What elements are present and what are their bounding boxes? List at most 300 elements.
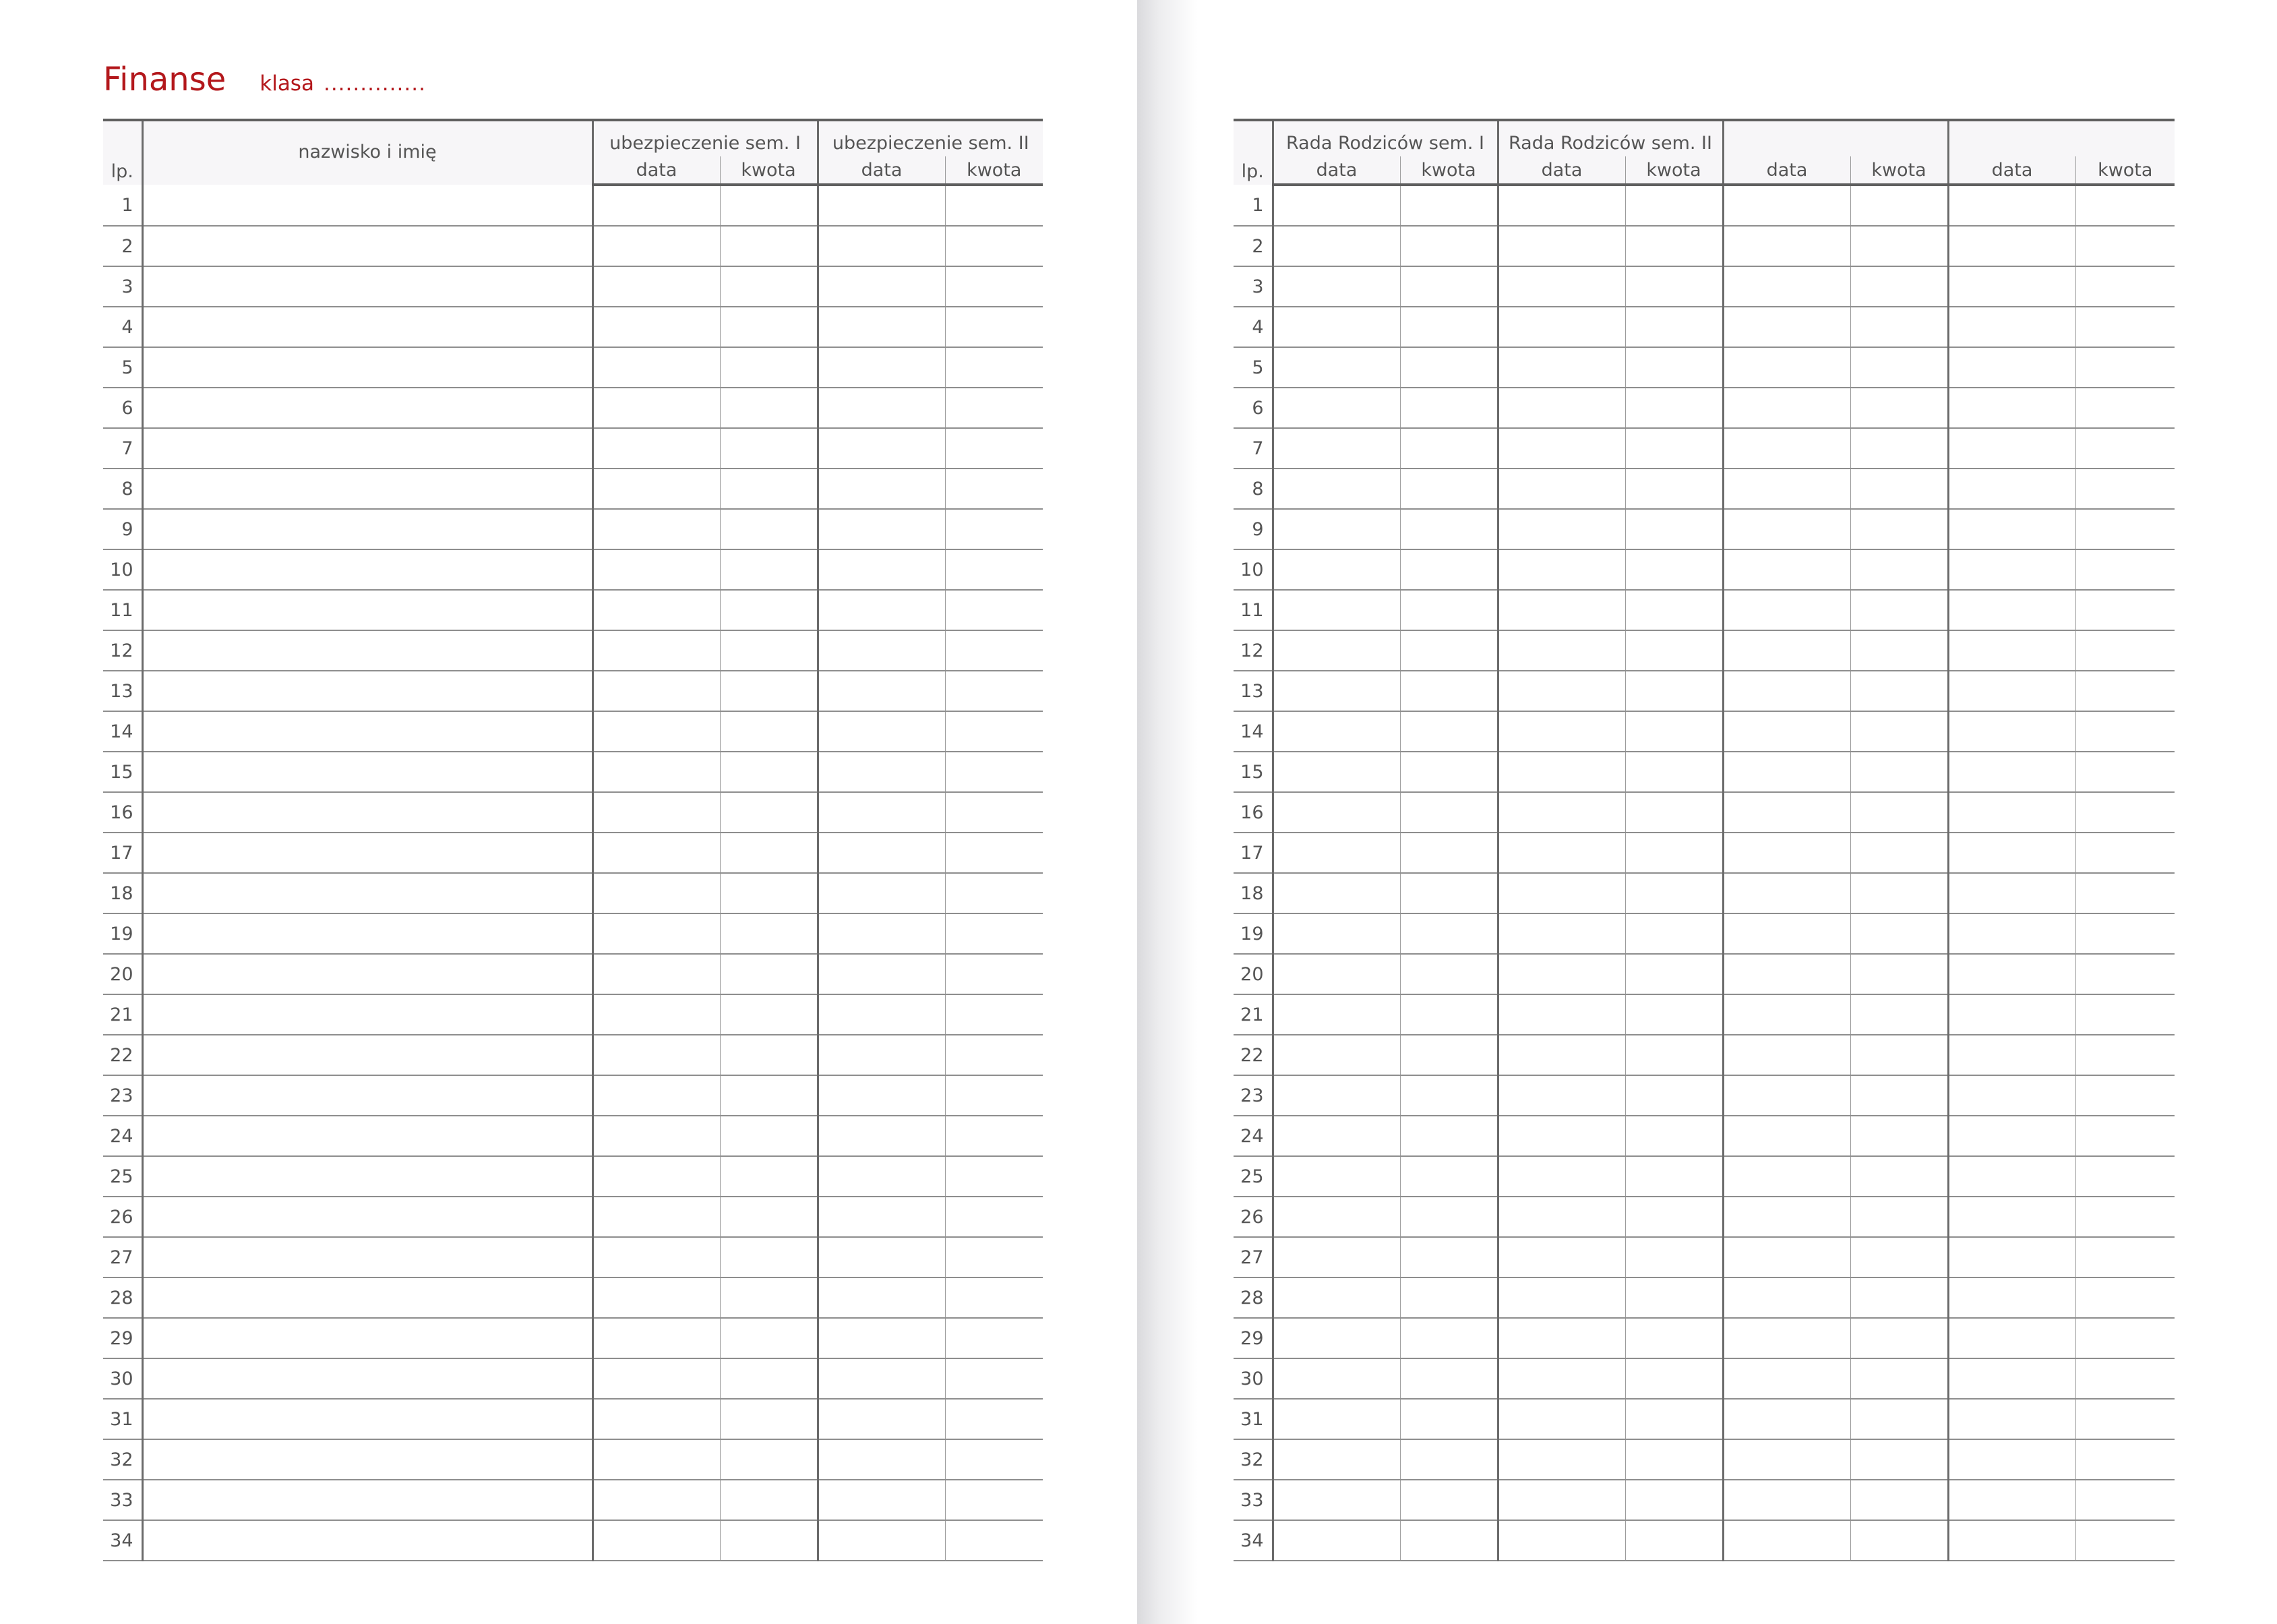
- date-cell[interactable]: [593, 1116, 720, 1156]
- amount-cell[interactable]: [720, 873, 818, 913]
- amount-cell[interactable]: [1625, 185, 1723, 226]
- amount-cell[interactable]: [1850, 428, 1948, 469]
- date-cell[interactable]: [1273, 1277, 1400, 1318]
- amount-cell[interactable]: [2075, 1197, 2175, 1237]
- date-cell[interactable]: [1273, 1439, 1400, 1480]
- date-cell[interactable]: [1273, 1399, 1400, 1439]
- amount-cell[interactable]: [1400, 873, 1498, 913]
- amount-cell[interactable]: [1400, 428, 1498, 469]
- date-cell[interactable]: [1723, 226, 1850, 266]
- date-cell[interactable]: [1273, 1480, 1400, 1520]
- amount-cell[interactable]: [720, 307, 818, 347]
- amount-cell[interactable]: [720, 1439, 818, 1480]
- amount-cell[interactable]: [2075, 711, 2175, 752]
- amount-cell[interactable]: [2075, 792, 2175, 833]
- amount-cell[interactable]: [1625, 1035, 1723, 1075]
- amount-cell[interactable]: [2075, 1116, 2175, 1156]
- date-cell[interactable]: [1723, 1520, 1850, 1561]
- amount-cell[interactable]: [720, 792, 818, 833]
- date-cell[interactable]: [1948, 873, 2075, 913]
- date-cell[interactable]: [1273, 388, 1400, 428]
- date-cell[interactable]: [1498, 1035, 1625, 1075]
- amount-cell[interactable]: [945, 266, 1043, 307]
- name-cell[interactable]: [142, 954, 593, 994]
- date-cell[interactable]: [1723, 1318, 1850, 1358]
- amount-cell[interactable]: [1850, 388, 1948, 428]
- date-cell[interactable]: [1948, 1075, 2075, 1116]
- amount-cell[interactable]: [720, 549, 818, 590]
- amount-cell[interactable]: [720, 590, 818, 630]
- date-cell[interactable]: [818, 1156, 945, 1197]
- date-cell[interactable]: [593, 1035, 720, 1075]
- amount-cell[interactable]: [1850, 226, 1948, 266]
- date-cell[interactable]: [593, 630, 720, 671]
- amount-cell[interactable]: [945, 1237, 1043, 1277]
- amount-cell[interactable]: [1400, 1237, 1498, 1277]
- date-cell[interactable]: [593, 833, 720, 873]
- amount-cell[interactable]: [1400, 549, 1498, 590]
- amount-cell[interactable]: [1625, 792, 1723, 833]
- amount-cell[interactable]: [1850, 1520, 1948, 1561]
- amount-cell[interactable]: [720, 711, 818, 752]
- name-cell[interactable]: [142, 388, 593, 428]
- name-cell[interactable]: [142, 469, 593, 509]
- date-cell[interactable]: [1723, 185, 1850, 226]
- name-cell[interactable]: [142, 1399, 593, 1439]
- amount-cell[interactable]: [1850, 752, 1948, 792]
- date-cell[interactable]: [1723, 792, 1850, 833]
- amount-cell[interactable]: [1625, 630, 1723, 671]
- amount-cell[interactable]: [1400, 630, 1498, 671]
- name-cell[interactable]: [142, 428, 593, 469]
- date-cell[interactable]: [818, 873, 945, 913]
- date-cell[interactable]: [1723, 954, 1850, 994]
- amount-cell[interactable]: [945, 1156, 1043, 1197]
- date-cell[interactable]: [1948, 1399, 2075, 1439]
- date-cell[interactable]: [1498, 833, 1625, 873]
- amount-cell[interactable]: [1400, 226, 1498, 266]
- date-cell[interactable]: [1273, 1358, 1400, 1399]
- date-cell[interactable]: [1948, 630, 2075, 671]
- name-cell[interactable]: [142, 549, 593, 590]
- date-cell[interactable]: [1498, 994, 1625, 1035]
- amount-cell[interactable]: [945, 873, 1043, 913]
- date-cell[interactable]: [593, 1156, 720, 1197]
- date-cell[interactable]: [1273, 1156, 1400, 1197]
- date-cell[interactable]: [818, 428, 945, 469]
- date-cell[interactable]: [1273, 752, 1400, 792]
- date-cell[interactable]: [818, 1318, 945, 1358]
- date-cell[interactable]: [1723, 873, 1850, 913]
- date-cell[interactable]: [1948, 833, 2075, 873]
- amount-cell[interactable]: [1850, 469, 1948, 509]
- date-cell[interactable]: [1498, 671, 1625, 711]
- amount-cell[interactable]: [1850, 833, 1948, 873]
- date-cell[interactable]: [1498, 428, 1625, 469]
- amount-cell[interactable]: [720, 1156, 818, 1197]
- amount-cell[interactable]: [1625, 1439, 1723, 1480]
- amount-cell[interactable]: [1400, 1197, 1498, 1237]
- amount-cell[interactable]: [1850, 1197, 1948, 1237]
- date-cell[interactable]: [818, 1520, 945, 1561]
- date-cell[interactable]: [593, 1480, 720, 1520]
- amount-cell[interactable]: [2075, 590, 2175, 630]
- date-cell[interactable]: [818, 185, 945, 226]
- amount-cell[interactable]: [1850, 266, 1948, 307]
- amount-cell[interactable]: [1850, 185, 1948, 226]
- amount-cell[interactable]: [2075, 549, 2175, 590]
- name-cell[interactable]: [142, 1358, 593, 1399]
- amount-cell[interactable]: [1400, 1035, 1498, 1075]
- amount-cell[interactable]: [1400, 792, 1498, 833]
- date-cell[interactable]: [1498, 711, 1625, 752]
- amount-cell[interactable]: [945, 1197, 1043, 1237]
- date-cell[interactable]: [1948, 1197, 2075, 1237]
- date-cell[interactable]: [593, 1075, 720, 1116]
- amount-cell[interactable]: [1400, 671, 1498, 711]
- date-cell[interactable]: [1498, 185, 1625, 226]
- amount-cell[interactable]: [1400, 1358, 1498, 1399]
- amount-cell[interactable]: [945, 1520, 1043, 1561]
- date-cell[interactable]: [1723, 833, 1850, 873]
- name-cell[interactable]: [142, 752, 593, 792]
- amount-cell[interactable]: [945, 752, 1043, 792]
- amount-cell[interactable]: [720, 1075, 818, 1116]
- date-cell[interactable]: [1948, 509, 2075, 549]
- date-cell[interactable]: [1498, 792, 1625, 833]
- date-cell[interactable]: [593, 913, 720, 954]
- date-cell[interactable]: [1273, 873, 1400, 913]
- amount-cell[interactable]: [1850, 913, 1948, 954]
- amount-cell[interactable]: [1850, 954, 1948, 994]
- date-cell[interactable]: [593, 873, 720, 913]
- amount-cell[interactable]: [1625, 388, 1723, 428]
- date-cell[interactable]: [1273, 833, 1400, 873]
- date-cell[interactable]: [1273, 307, 1400, 347]
- date-cell[interactable]: [818, 307, 945, 347]
- amount-cell[interactable]: [1850, 994, 1948, 1035]
- date-cell[interactable]: [818, 388, 945, 428]
- date-cell[interactable]: [1723, 266, 1850, 307]
- date-cell[interactable]: [1723, 307, 1850, 347]
- amount-cell[interactable]: [720, 1480, 818, 1520]
- date-cell[interactable]: [1723, 1277, 1850, 1318]
- date-cell[interactable]: [1498, 1156, 1625, 1197]
- date-cell[interactable]: [1948, 266, 2075, 307]
- amount-cell[interactable]: [2075, 388, 2175, 428]
- amount-cell[interactable]: [1400, 1520, 1498, 1561]
- amount-cell[interactable]: [2075, 1237, 2175, 1277]
- date-cell[interactable]: [593, 954, 720, 994]
- name-cell[interactable]: [142, 913, 593, 954]
- amount-cell[interactable]: [1400, 307, 1498, 347]
- amount-cell[interactable]: [1625, 873, 1723, 913]
- date-cell[interactable]: [1948, 752, 2075, 792]
- amount-cell[interactable]: [1850, 1439, 1948, 1480]
- amount-cell[interactable]: [1850, 549, 1948, 590]
- date-cell[interactable]: [1498, 388, 1625, 428]
- amount-cell[interactable]: [1400, 590, 1498, 630]
- date-cell[interactable]: [1723, 1035, 1850, 1075]
- date-cell[interactable]: [1273, 954, 1400, 994]
- amount-cell[interactable]: [1850, 1318, 1948, 1358]
- amount-cell[interactable]: [1400, 913, 1498, 954]
- amount-cell[interactable]: [1625, 1399, 1723, 1439]
- amount-cell[interactable]: [1850, 711, 1948, 752]
- amount-cell[interactable]: [1625, 347, 1723, 388]
- date-cell[interactable]: [1948, 792, 2075, 833]
- date-cell[interactable]: [1948, 1237, 2075, 1277]
- amount-cell[interactable]: [945, 469, 1043, 509]
- date-cell[interactable]: [1723, 711, 1850, 752]
- name-cell[interactable]: [142, 266, 593, 307]
- amount-cell[interactable]: [945, 1277, 1043, 1318]
- amount-cell[interactable]: [720, 1358, 818, 1399]
- amount-cell[interactable]: [2075, 1358, 2175, 1399]
- date-cell[interactable]: [818, 711, 945, 752]
- date-cell[interactable]: [818, 833, 945, 873]
- amount-cell[interactable]: [1400, 1116, 1498, 1156]
- date-cell[interactable]: [1723, 388, 1850, 428]
- date-cell[interactable]: [593, 266, 720, 307]
- date-cell[interactable]: [1948, 226, 2075, 266]
- name-cell[interactable]: [142, 873, 593, 913]
- date-cell[interactable]: [818, 1358, 945, 1399]
- date-cell[interactable]: [1498, 549, 1625, 590]
- date-cell[interactable]: [1948, 671, 2075, 711]
- name-cell[interactable]: [142, 1156, 593, 1197]
- name-cell[interactable]: [142, 185, 593, 226]
- date-cell[interactable]: [593, 1318, 720, 1358]
- date-cell[interactable]: [593, 509, 720, 549]
- amount-cell[interactable]: [945, 347, 1043, 388]
- amount-cell[interactable]: [945, 833, 1043, 873]
- amount-cell[interactable]: [2075, 1277, 2175, 1318]
- date-cell[interactable]: [1948, 1439, 2075, 1480]
- date-cell[interactable]: [1498, 913, 1625, 954]
- name-cell[interactable]: [142, 1075, 593, 1116]
- date-cell[interactable]: [1498, 1318, 1625, 1358]
- name-cell[interactable]: [142, 671, 593, 711]
- amount-cell[interactable]: [1400, 266, 1498, 307]
- amount-cell[interactable]: [1625, 1480, 1723, 1520]
- date-cell[interactable]: [593, 469, 720, 509]
- date-cell[interactable]: [818, 590, 945, 630]
- date-cell[interactable]: [1273, 1520, 1400, 1561]
- amount-cell[interactable]: [1850, 1399, 1948, 1439]
- amount-cell[interactable]: [1625, 307, 1723, 347]
- amount-cell[interactable]: [720, 913, 818, 954]
- date-cell[interactable]: [818, 347, 945, 388]
- date-cell[interactable]: [1273, 1075, 1400, 1116]
- amount-cell[interactable]: [1625, 428, 1723, 469]
- date-cell[interactable]: [593, 388, 720, 428]
- name-cell[interactable]: [142, 1237, 593, 1277]
- amount-cell[interactable]: [1400, 711, 1498, 752]
- amount-cell[interactable]: [945, 994, 1043, 1035]
- amount-cell[interactable]: [2075, 1480, 2175, 1520]
- date-cell[interactable]: [1273, 1237, 1400, 1277]
- amount-cell[interactable]: [720, 1197, 818, 1237]
- amount-cell[interactable]: [1400, 347, 1498, 388]
- amount-cell[interactable]: [1400, 752, 1498, 792]
- amount-cell[interactable]: [1625, 266, 1723, 307]
- date-cell[interactable]: [1948, 1156, 2075, 1197]
- date-cell[interactable]: [1498, 1520, 1625, 1561]
- name-cell[interactable]: [142, 1116, 593, 1156]
- name-cell[interactable]: [142, 1520, 593, 1561]
- date-cell[interactable]: [1948, 913, 2075, 954]
- date-cell[interactable]: [1498, 266, 1625, 307]
- name-cell[interactable]: [142, 792, 593, 833]
- amount-cell[interactable]: [1625, 1358, 1723, 1399]
- amount-cell[interactable]: [1400, 1480, 1498, 1520]
- name-cell[interactable]: [142, 833, 593, 873]
- date-cell[interactable]: [1723, 428, 1850, 469]
- date-cell[interactable]: [593, 226, 720, 266]
- date-cell[interactable]: [1723, 549, 1850, 590]
- date-cell[interactable]: [1723, 1399, 1850, 1439]
- amount-cell[interactable]: [1625, 1237, 1723, 1277]
- date-cell[interactable]: [818, 994, 945, 1035]
- amount-cell[interactable]: [1625, 954, 1723, 994]
- amount-cell[interactable]: [1625, 913, 1723, 954]
- amount-cell[interactable]: [1625, 549, 1723, 590]
- amount-cell[interactable]: [720, 1277, 818, 1318]
- date-cell[interactable]: [1948, 994, 2075, 1035]
- amount-cell[interactable]: [2075, 428, 2175, 469]
- amount-cell[interactable]: [1400, 509, 1498, 549]
- amount-cell[interactable]: [2075, 226, 2175, 266]
- amount-cell[interactable]: [1625, 994, 1723, 1035]
- date-cell[interactable]: [818, 1480, 945, 1520]
- date-cell[interactable]: [593, 994, 720, 1035]
- amount-cell[interactable]: [720, 1399, 818, 1439]
- date-cell[interactable]: [818, 1116, 945, 1156]
- amount-cell[interactable]: [2075, 1035, 2175, 1075]
- date-cell[interactable]: [818, 671, 945, 711]
- date-cell[interactable]: [1948, 469, 2075, 509]
- amount-cell[interactable]: [720, 1035, 818, 1075]
- date-cell[interactable]: [593, 1439, 720, 1480]
- date-cell[interactable]: [1273, 1035, 1400, 1075]
- amount-cell[interactable]: [1625, 833, 1723, 873]
- amount-cell[interactable]: [720, 833, 818, 873]
- amount-cell[interactable]: [1400, 994, 1498, 1035]
- amount-cell[interactable]: [1850, 873, 1948, 913]
- amount-cell[interactable]: [1625, 226, 1723, 266]
- amount-cell[interactable]: [945, 1035, 1043, 1075]
- date-cell[interactable]: [1498, 590, 1625, 630]
- amount-cell[interactable]: [1625, 509, 1723, 549]
- amount-cell[interactable]: [1850, 509, 1948, 549]
- amount-cell[interactable]: [720, 630, 818, 671]
- date-cell[interactable]: [1948, 185, 2075, 226]
- amount-cell[interactable]: [720, 1318, 818, 1358]
- date-cell[interactable]: [1273, 711, 1400, 752]
- date-cell[interactable]: [1723, 994, 1850, 1035]
- date-cell[interactable]: [1498, 1277, 1625, 1318]
- amount-cell[interactable]: [2075, 630, 2175, 671]
- date-cell[interactable]: [1273, 1116, 1400, 1156]
- amount-cell[interactable]: [1850, 1116, 1948, 1156]
- date-cell[interactable]: [1498, 1439, 1625, 1480]
- amount-cell[interactable]: [720, 994, 818, 1035]
- amount-cell[interactable]: [2075, 833, 2175, 873]
- date-cell[interactable]: [1273, 428, 1400, 469]
- amount-cell[interactable]: [1625, 1156, 1723, 1197]
- date-cell[interactable]: [1498, 509, 1625, 549]
- date-cell[interactable]: [818, 1075, 945, 1116]
- date-cell[interactable]: [818, 549, 945, 590]
- amount-cell[interactable]: [2075, 469, 2175, 509]
- amount-cell[interactable]: [1400, 1399, 1498, 1439]
- amount-cell[interactable]: [720, 671, 818, 711]
- amount-cell[interactable]: [1850, 1277, 1948, 1318]
- date-cell[interactable]: [1723, 630, 1850, 671]
- date-cell[interactable]: [1723, 1439, 1850, 1480]
- date-cell[interactable]: [593, 307, 720, 347]
- date-cell[interactable]: [1273, 185, 1400, 226]
- date-cell[interactable]: [818, 469, 945, 509]
- date-cell[interactable]: [1723, 1480, 1850, 1520]
- date-cell[interactable]: [1273, 347, 1400, 388]
- date-cell[interactable]: [593, 752, 720, 792]
- amount-cell[interactable]: [2075, 954, 2175, 994]
- date-cell[interactable]: [1498, 1399, 1625, 1439]
- amount-cell[interactable]: [945, 185, 1043, 226]
- amount-cell[interactable]: [945, 1439, 1043, 1480]
- date-cell[interactable]: [1273, 509, 1400, 549]
- date-cell[interactable]: [818, 1035, 945, 1075]
- date-cell[interactable]: [1723, 469, 1850, 509]
- date-cell[interactable]: [593, 1399, 720, 1439]
- amount-cell[interactable]: [2075, 347, 2175, 388]
- date-cell[interactable]: [1723, 1075, 1850, 1116]
- amount-cell[interactable]: [720, 185, 818, 226]
- amount-cell[interactable]: [1850, 1480, 1948, 1520]
- amount-cell[interactable]: [945, 428, 1043, 469]
- amount-cell[interactable]: [720, 509, 818, 549]
- amount-cell[interactable]: [1400, 1075, 1498, 1116]
- date-cell[interactable]: [1948, 954, 2075, 994]
- date-cell[interactable]: [818, 1237, 945, 1277]
- date-cell[interactable]: [1948, 1035, 2075, 1075]
- amount-cell[interactable]: [2075, 1439, 2175, 1480]
- date-cell[interactable]: [1273, 630, 1400, 671]
- amount-cell[interactable]: [2075, 307, 2175, 347]
- date-cell[interactable]: [1948, 549, 2075, 590]
- amount-cell[interactable]: [2075, 994, 2175, 1035]
- amount-cell[interactable]: [945, 671, 1043, 711]
- amount-cell[interactable]: [2075, 1156, 2175, 1197]
- amount-cell[interactable]: [945, 590, 1043, 630]
- amount-cell[interactable]: [2075, 185, 2175, 226]
- name-cell[interactable]: [142, 590, 593, 630]
- amount-cell[interactable]: [945, 913, 1043, 954]
- date-cell[interactable]: [593, 590, 720, 630]
- amount-cell[interactable]: [1850, 1237, 1948, 1277]
- date-cell[interactable]: [1498, 1358, 1625, 1399]
- date-cell[interactable]: [1273, 469, 1400, 509]
- amount-cell[interactable]: [720, 1520, 818, 1561]
- amount-cell[interactable]: [1400, 1439, 1498, 1480]
- amount-cell[interactable]: [1400, 185, 1498, 226]
- name-cell[interactable]: [142, 1035, 593, 1075]
- date-cell[interactable]: [1498, 954, 1625, 994]
- date-cell[interactable]: [1498, 1075, 1625, 1116]
- amount-cell[interactable]: [2075, 752, 2175, 792]
